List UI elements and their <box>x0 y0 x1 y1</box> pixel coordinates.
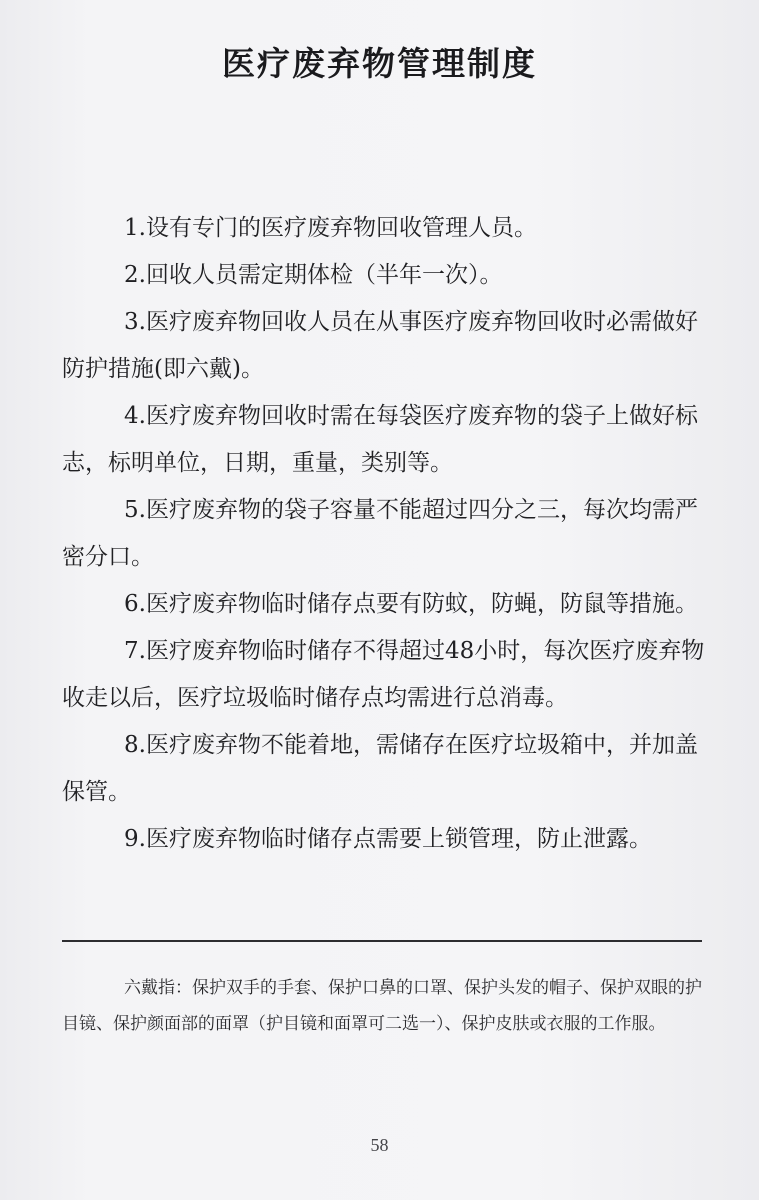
rule-item-4: 4.医疗废弃物回收时需在每袋医疗废弃物的袋子上做好标志，标明单位，日期，重量，类别等。 <box>62 403 698 476</box>
rule-item-2: 2.回收人员需定期体检（半年一次）。 <box>124 262 503 288</box>
rule-item-6: 6.医疗废弃物临时储存点要有防蚊，防蝇，防鼠等措施。 <box>124 591 698 617</box>
rule-item-7: 7.医疗废弃物临时储存不得超过48小时，每次医疗废弃物收走以后，医疗垃圾临时储存点均需进行总消毒。 <box>62 638 705 711</box>
page-number: 58 <box>370 1135 389 1155</box>
page-title: 医疗废弃物管理制度 <box>222 44 537 83</box>
rule-item-9: 9.医疗废弃物临时储存点需要上锁管理，防止泄露。 <box>124 826 652 852</box>
footnote-divider <box>62 940 702 942</box>
footnote: 六戴指：保护双手的手套、保护口鼻的口罩、保护头发的帽子、保护双眼的护目镜、保护颜面部的面罩（护目镜和面罩可二选一）、保护皮肤或衣服的工作服。 <box>62 978 702 1034</box>
rule-item-3: 3.医疗废弃物回收人员在从事医疗废弃物回收时必需做好防护措施(即六戴)。 <box>62 309 698 382</box>
rules-list <box>62 205 712 863</box>
rule-item-8: 8.医疗废弃物不能着地，需储存在医疗垃圾箱中，并加盖保管。 <box>62 732 698 805</box>
rule-item-5: 5.医疗废弃物的袋子容量不能超过四分之三，每次均需严密分口。 <box>62 497 698 570</box>
rule-item-1: 1.设有专门的医疗废弃物回收管理人员。 <box>124 215 537 241</box>
